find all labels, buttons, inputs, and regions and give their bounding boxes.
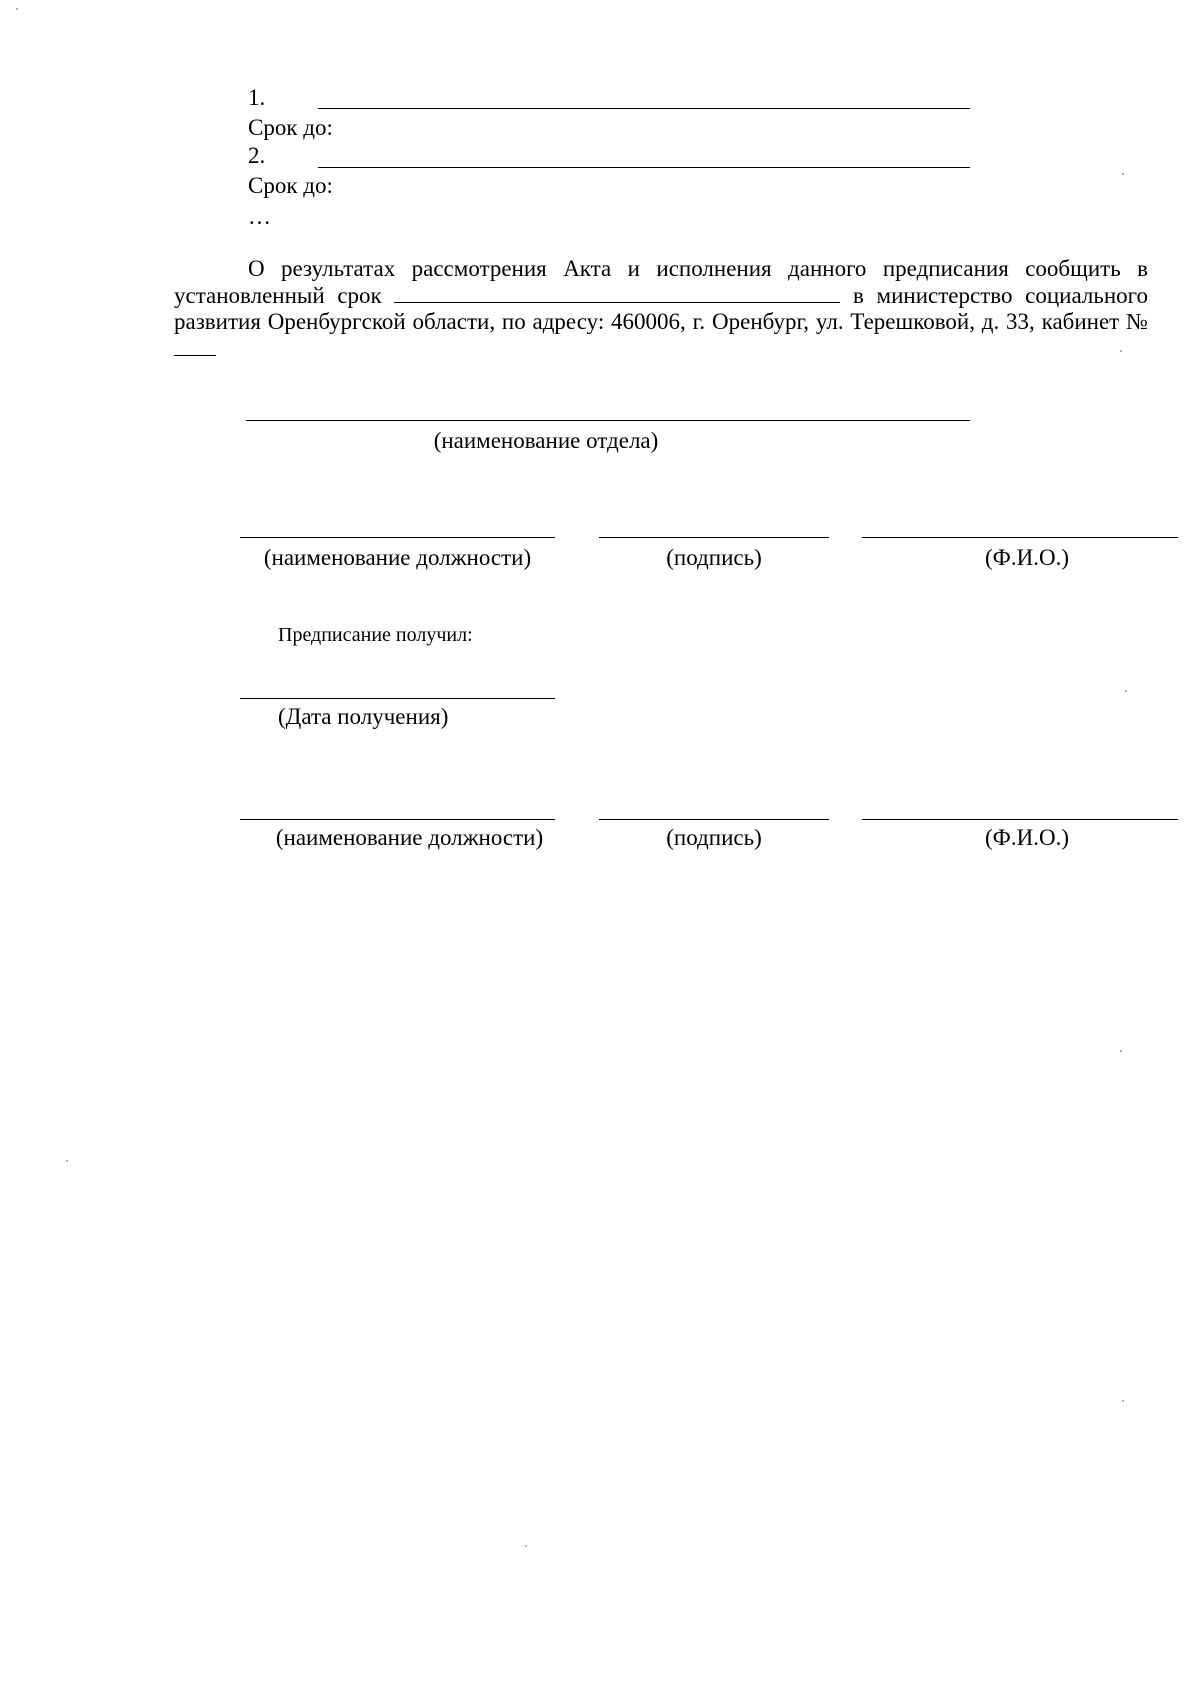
scan-speck [1125,690,1127,692]
item-2-line [318,167,970,168]
results-paragraph [174,256,1148,362]
scan-speck [1120,1050,1122,1052]
name-line-2 [862,819,1178,820]
scan-speck [16,8,18,10]
name-caption-1: (Ф.И.О.) [985,545,1069,570]
position-caption-2: (наименование должности) [275,825,544,850]
name-caption-2: (Ф.И.О.) [985,825,1069,850]
receipt-date-caption: (Дата получения) [278,704,449,729]
department-line [246,420,970,421]
office-number-blank [174,337,216,356]
department-caption: (наименование отдела) [433,428,659,453]
receipt-date-line [240,698,555,699]
signature-line-2 [599,819,829,820]
signature-caption-1: (подпись) [666,545,762,570]
position-line-2 [240,819,555,820]
position-caption-1: (наименование должности) [263,545,532,570]
paragraph-part-1: О результатах рассмотрения Акта и исполнения данного предписания сообщить в установленный срок [174,256,1148,308]
ellipsis: … [248,204,271,229]
name-line-1 [862,537,1178,538]
received-label: Предписание получил: [278,624,473,646]
scan-speck [1122,1400,1124,1402]
scan-speck [525,1545,527,1547]
scan-speck [1122,173,1124,175]
item-1-number: 1. [248,85,266,110]
scan-speck [1120,350,1122,352]
paragraph-part-2: в министерство социального развития Оренбургской области, по адресу: 460006, г. Оренбург, ул. Терешковой, д. 33, кабинет № [174,282,1148,334]
scan-speck [66,1160,68,1162]
item-1-deadline-label: Срок до: [248,115,333,140]
deadline-blank [394,284,840,303]
position-line-1 [240,537,555,538]
item-2-deadline-label: Срок до: [248,173,333,198]
item-2-number: 2. [248,143,266,168]
signature-caption-2: (подпись) [666,825,762,850]
item-1-line [318,108,970,109]
signature-line-1 [599,537,829,538]
